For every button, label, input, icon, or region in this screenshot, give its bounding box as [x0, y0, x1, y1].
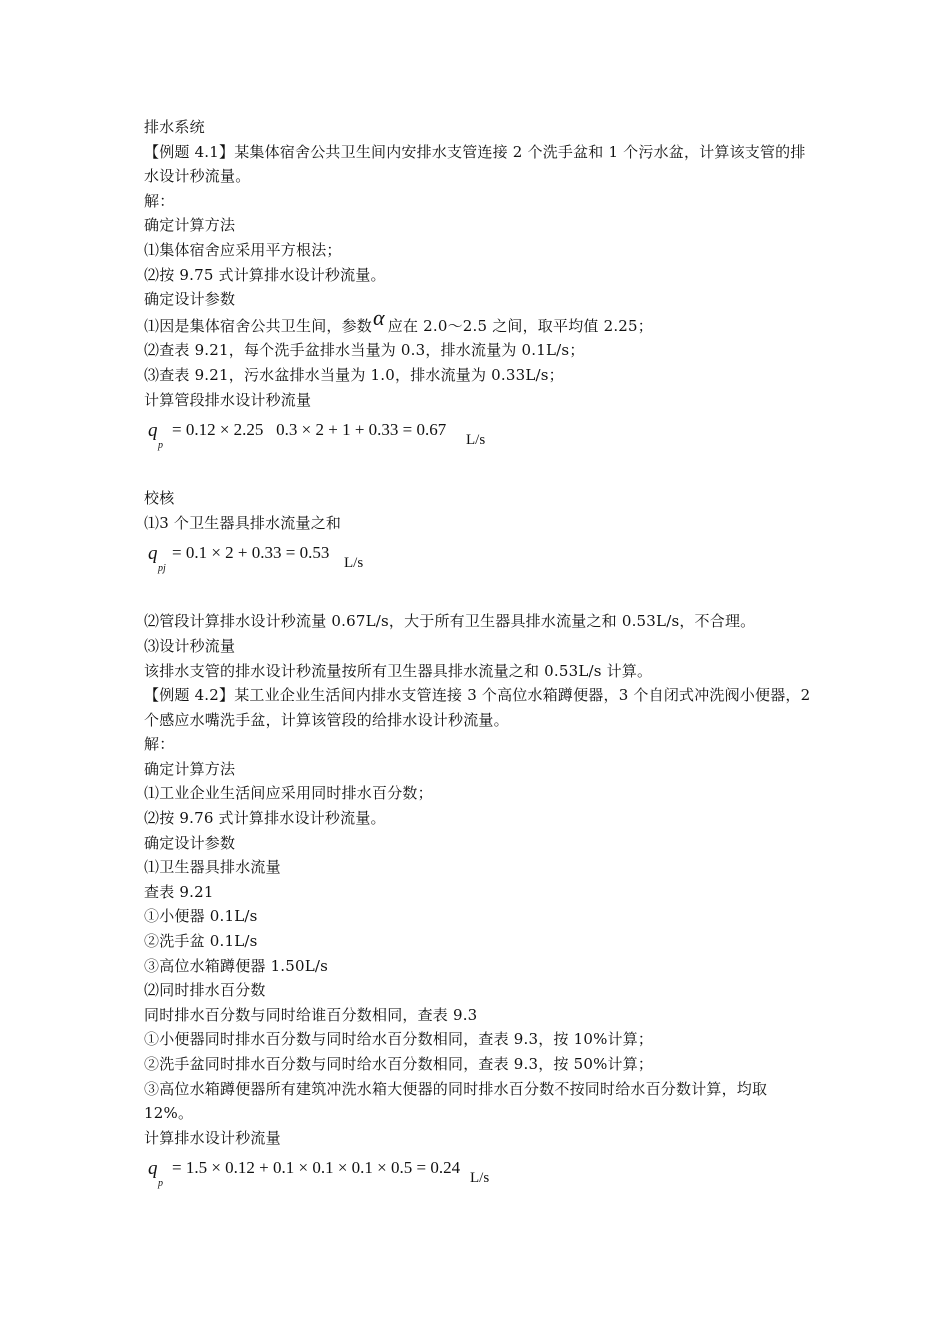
- method-title: 确定计算方法: [144, 216, 236, 235]
- formula-subscript: p: [158, 440, 163, 452]
- check-title: 校核: [144, 489, 175, 508]
- solution-label: 解：: [144, 191, 175, 210]
- check-item-2: ⑵管段计算排水设计秒流量 0.67L/s，大于所有卫生器具排水流量之和 0.53L/s，不合理。: [144, 612, 756, 631]
- param-item-1-text-a: ⑴因是集体宿舍公共卫生间，参数: [144, 316, 373, 335]
- formula-expression: = 0.12 × 2.25 0.3 × 2 + 1 + 0.33 = 0.67: [172, 420, 447, 440]
- example-4-1-heading: 【例题 4.1】某集体宿舍公共卫生间内安排水支管连接 2 个洗手盆和 1 个污水盆，计算该支管的排水设计秒流量。: [144, 142, 806, 186]
- param-item-1: [144, 304, 814, 339]
- formula-design-flow-2: [144, 1150, 814, 1204]
- table-ref: 查表 9.21: [144, 882, 214, 901]
- alpha-symbol: α: [373, 304, 385, 330]
- formula-unit: L/s: [466, 432, 486, 449]
- calc-title: 计算管段排水设计秒流量: [144, 390, 312, 409]
- example-4-2-heading: 【例题 4.2】某工业企业生活间内排水支管连接 3 个高位水箱蹲便器，3 个自闭式冲洗阀小便器，2 个感应水嘴洗手盆，计算该管段的给排水设计秒流量。: [144, 686, 811, 729]
- pct-item-1: ①小便器同时排水百分数与同时给水百分数相同，查表 9.3，按 10%计算；: [144, 1030, 654, 1049]
- formula-subscript: pj: [158, 563, 166, 575]
- method-item-2: ⑵按 9.76 式计算排水设计秒流量。: [144, 809, 386, 828]
- document-body: [144, 115, 814, 1204]
- formula-subscript: p: [158, 1178, 163, 1190]
- flow-title: ⑴卫生器具排水流量: [144, 858, 281, 877]
- conclusion: 该排水支管的排水设计秒流量按所有卫生器具排水流量之和 0.53L/s 计算。: [144, 661, 653, 680]
- pct-item-3: ③高位水箱蹲便器所有建筑冲洗水箱大便器的同时排水百分数不按同时给水百分数计算，均取 12%。: [144, 1079, 768, 1123]
- params-title: 确定设计参数: [144, 290, 236, 309]
- calc-title: 计算排水设计秒流量: [144, 1128, 281, 1147]
- formula-unit: L/s: [470, 1170, 490, 1187]
- param-item-3: ⑶查表 9.21，污水盆排水当量为 1.0，排水流量为 0.33L/s；: [144, 365, 564, 384]
- method-item-1: ⑴工业企业生活间应采用同时排水百分数；: [144, 784, 433, 803]
- method-item-2: ⑵按 9.75 式计算排水设计秒流量。: [144, 265, 386, 284]
- formula-design-flow: [144, 412, 814, 466]
- pct-note: 同时排水百分数与同时给谁百分数相同，查表 9.3: [144, 1005, 478, 1024]
- formula-expression: = 0.1 × 2 + 0.33 = 0.53: [172, 543, 330, 563]
- params-title: 确定设计参数: [144, 833, 236, 852]
- check-item-1: ⑴3 个卫生器具排水流量之和: [144, 513, 342, 532]
- flow-item-1: ①小便器 0.1L/s: [144, 907, 258, 926]
- method-title: 确定计算方法: [144, 759, 236, 778]
- solution-label: 解：: [144, 735, 175, 754]
- formula-variable: q: [148, 420, 158, 442]
- param-item-2: ⑵查表 9.21，每个洗手盆排水当量为 0.3，排水流量为 0.1L/s；: [144, 341, 585, 360]
- flow-item-2: ②洗手盆 0.1L/s: [144, 932, 258, 951]
- param-item-1-text-b: 应在 2.0～2.5 之间，取平均值 2.25；: [387, 316, 653, 335]
- formula-expression: = 1.5 × 0.12 + 0.1 × 0.1 × 0.1 × 0.5 = 0.24: [172, 1158, 461, 1178]
- method-item-1: ⑴集体宿舍应采用平方根法；: [144, 240, 342, 259]
- formula-fixture-sum: [144, 535, 814, 589]
- formula-unit: L/s: [344, 555, 364, 572]
- formula-variable: q: [148, 543, 158, 565]
- section-title: 排水系统: [144, 118, 205, 136]
- pct-title: ⑵同时排水百分数: [144, 981, 266, 1000]
- pct-item-2: ②洗手盆同时排水百分数与同时给水百分数相同，查表 9.3，按 50%计算；: [144, 1055, 654, 1073]
- check-item-3: ⑶设计秒流量: [144, 636, 236, 655]
- formula-variable: q: [148, 1158, 158, 1180]
- flow-item-3: ③高位水箱蹲便器 1.50L/s: [144, 956, 329, 975]
